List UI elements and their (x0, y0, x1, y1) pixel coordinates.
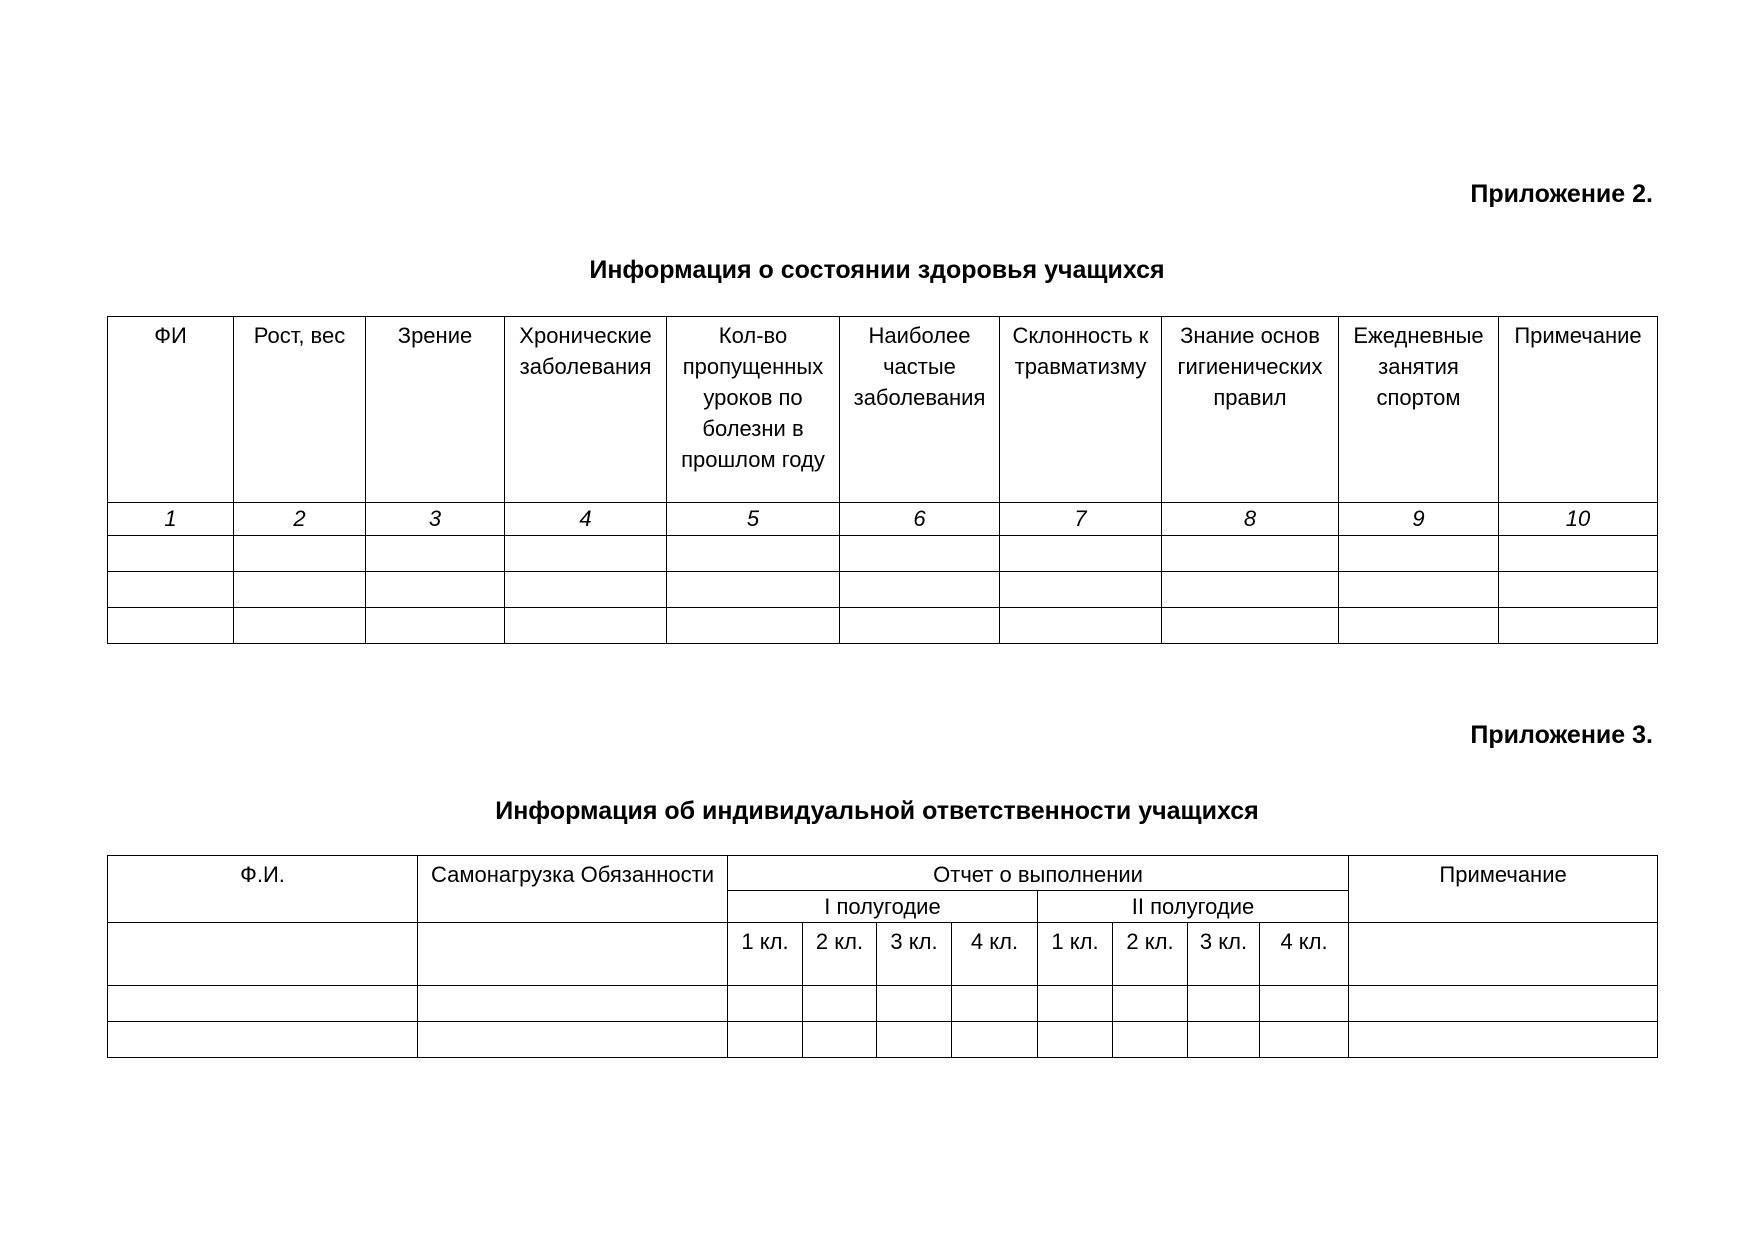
empty-cell (1499, 536, 1658, 572)
empty-cell (1188, 986, 1260, 1022)
appendix-3-label: Приложение 3. (1470, 721, 1653, 749)
empty-cell (1000, 536, 1162, 572)
empty-cell (1260, 986, 1349, 1022)
column-number: 6 (840, 503, 1000, 536)
column-number: 1 (108, 503, 234, 536)
header-cell-note: Примечание (1349, 856, 1658, 923)
empty-cell (234, 608, 366, 644)
column-number: 9 (1339, 503, 1499, 536)
health-table-header-row (108, 317, 1658, 503)
empty-cell (366, 572, 505, 608)
grade-cell: 4 кл. (1260, 923, 1349, 986)
empty-cell (952, 986, 1038, 1022)
table-row (108, 536, 1658, 572)
header-cell: Знание основ гигиенических правил (1162, 317, 1339, 503)
empty-cell (1162, 536, 1339, 572)
responsibility-grade-row (108, 923, 1658, 986)
header-cell: Кол-во пропущенных уроков по болезни в прошлом году (667, 317, 840, 503)
empty-cell (366, 608, 505, 644)
empty-cell (667, 536, 840, 572)
header-cell: Наиболее частые заболевания (840, 317, 1000, 503)
appendix-2-title: Информация о состоянии здоровья учащихся (589, 256, 1165, 284)
column-number: 3 (366, 503, 505, 536)
empty-cell (505, 572, 667, 608)
table-row (108, 572, 1658, 608)
empty-cell (1499, 608, 1658, 644)
empty-cell (234, 572, 366, 608)
column-number: 10 (1499, 503, 1658, 536)
header-cell: Примечание (1499, 317, 1658, 503)
empty-cell (108, 536, 234, 572)
empty-cell (1188, 1022, 1260, 1058)
empty-cell (1000, 572, 1162, 608)
grade-cell: 4 кл. (952, 923, 1038, 986)
appendix-3-title: Информация об индивидуальной ответственности учащихся (495, 797, 1259, 825)
empty-cell (234, 536, 366, 572)
empty-cell (108, 1022, 418, 1058)
header-cell: Ежедневные занятия спортом (1339, 317, 1499, 503)
empty-cell (803, 1022, 877, 1058)
health-table-number-row (108, 503, 1658, 536)
empty-cell (1113, 986, 1188, 1022)
empty-cell (1113, 1022, 1188, 1058)
empty-cell (505, 536, 667, 572)
header-cell: Хронические заболевания (505, 317, 667, 503)
empty-cell (108, 608, 234, 644)
empty-cell (108, 923, 418, 986)
column-number: 4 (505, 503, 667, 536)
grade-cell: 3 кл. (877, 923, 952, 986)
empty-cell (1162, 572, 1339, 608)
header-cell: ФИ (108, 317, 234, 503)
empty-cell (1000, 608, 1162, 644)
empty-cell (877, 1022, 952, 1058)
empty-cell (877, 986, 952, 1022)
header-cell-report: Отчет о выполнении (728, 856, 1349, 891)
column-number: 5 (667, 503, 840, 536)
header-cell: Рост, вес (234, 317, 366, 503)
table-row (108, 608, 1658, 644)
column-number: 8 (1162, 503, 1339, 536)
empty-cell (418, 986, 728, 1022)
empty-cell (1260, 1022, 1349, 1058)
empty-cell (1038, 1022, 1113, 1058)
empty-cell (108, 986, 418, 1022)
empty-cell (840, 536, 1000, 572)
empty-cell (667, 572, 840, 608)
empty-cell (840, 572, 1000, 608)
empty-cell (840, 608, 1000, 644)
empty-cell (1038, 986, 1113, 1022)
column-number: 7 (1000, 503, 1162, 536)
empty-cell (1349, 1022, 1658, 1058)
empty-cell (728, 1022, 803, 1058)
grade-cell: 1 кл. (1038, 923, 1113, 986)
grade-cell: 1 кл. (728, 923, 803, 986)
empty-cell (108, 572, 234, 608)
empty-cell (418, 923, 728, 986)
empty-cell (1339, 536, 1499, 572)
empty-cell (1339, 608, 1499, 644)
table-row (108, 986, 1658, 1022)
table-row (108, 1022, 1658, 1058)
empty-cell (728, 986, 803, 1022)
header-cell: Зрение (366, 317, 505, 503)
responsibility-header-row (108, 856, 1658, 891)
empty-cell (952, 1022, 1038, 1058)
empty-cell (1349, 986, 1658, 1022)
empty-cell (505, 608, 667, 644)
empty-cell (1162, 608, 1339, 644)
responsibility-info-table (107, 855, 1658, 1058)
empty-cell (1499, 572, 1658, 608)
column-number: 2 (234, 503, 366, 536)
grade-cell: 2 кл. (803, 923, 877, 986)
appendix-2-label: Приложение 2. (1470, 180, 1653, 208)
header-cell-half-1: I полугодие (728, 891, 1038, 923)
empty-cell (366, 536, 505, 572)
empty-cell (667, 608, 840, 644)
grade-cell: 2 кл. (1113, 923, 1188, 986)
header-cell-half-2: II полугодие (1038, 891, 1349, 923)
empty-cell (1349, 923, 1658, 986)
empty-cell (418, 1022, 728, 1058)
empty-cell (803, 986, 877, 1022)
header-cell-fio: Ф.И. (108, 856, 418, 923)
health-info-table (107, 316, 1658, 644)
header-cell: Склонность к травматизму (1000, 317, 1162, 503)
grade-cell: 3 кл. (1188, 923, 1260, 986)
empty-cell (1339, 572, 1499, 608)
header-cell-self-load: Самонагрузка Обязанности (418, 856, 728, 923)
